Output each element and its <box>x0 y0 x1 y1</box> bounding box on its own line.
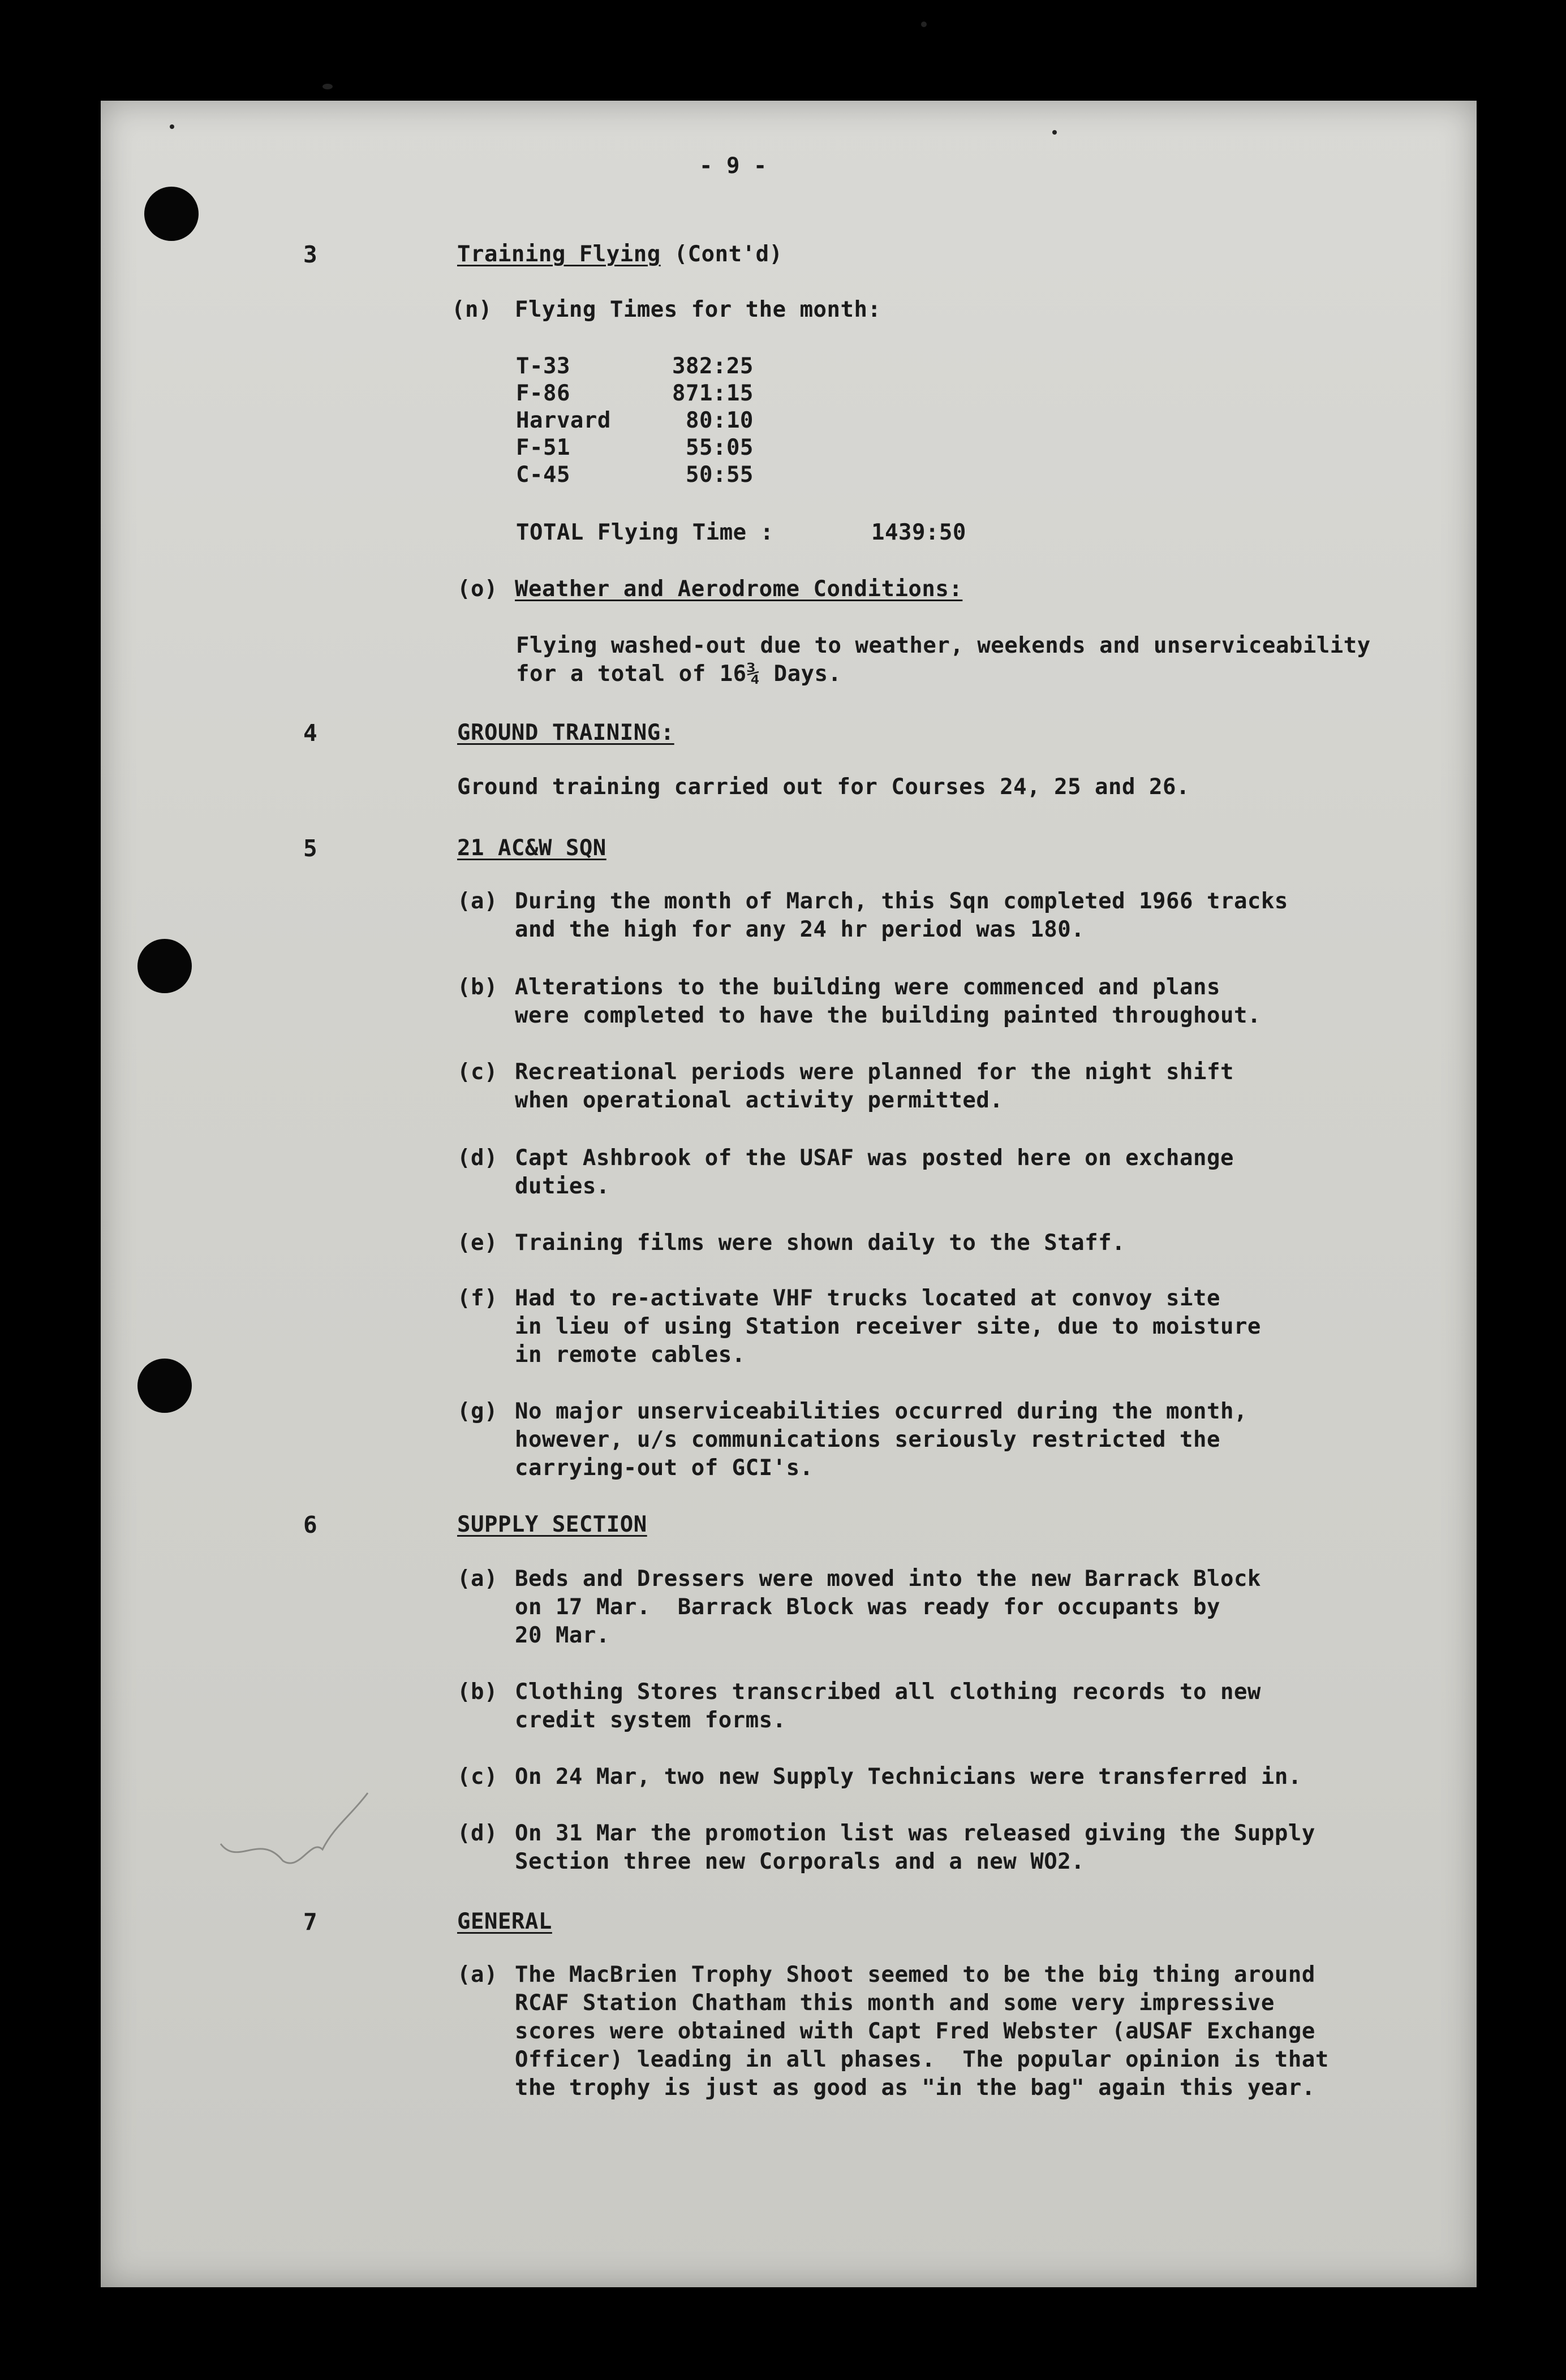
item-line: The MacBrien Trophy Shoot seemed to be the big thing around <box>515 1962 1315 1987</box>
item-label: (c) <box>457 1764 498 1790</box>
item-line: Capt Ashbrook of the USAF was posted here on exchange <box>515 1145 1234 1171</box>
section-number-4: 4 <box>303 719 318 747</box>
item-line: scores were obtained with Capt Fred Webster (aUSAF Exchange <box>515 2019 1315 2044</box>
item-line: credit system forms. <box>515 1708 786 1733</box>
item-line: Recreational periods were planned for the night shift <box>515 1059 1234 1085</box>
aircraft-name: Harvard <box>516 408 611 433</box>
ground-training-text: Ground training carried out for Courses 24, 25 and 26. <box>457 774 1190 800</box>
weather-conditions-title: Weather and Aerodrome Conditions: <box>515 576 963 602</box>
item-line: Officer) leading in all phases. The popular opinion is that <box>515 2047 1329 2072</box>
item-label: (e) <box>457 1230 498 1256</box>
item-label: (c) <box>457 1059 498 1085</box>
item-line: when operational activity permitted. <box>515 1088 1004 1113</box>
aircraft-name: F-86 <box>516 381 570 406</box>
item-label: (b) <box>457 975 498 1000</box>
speck-mark <box>921 21 927 27</box>
item-label: (d) <box>457 1145 498 1171</box>
section-number-6: 6 <box>303 1511 318 1538</box>
aircraft-name: T-33 <box>516 353 570 379</box>
item-line: in lieu of using Station receiver site, due to moisture <box>515 1314 1261 1339</box>
item-line: Section three new Corporals and a new WO2. <box>515 1849 1085 1874</box>
item-line: and the high for any 24 hr period was 180. <box>515 917 1085 942</box>
item-label: (o) <box>457 576 498 602</box>
item-line: the trophy is just as good as "in the bag" again this year. <box>515 2075 1315 2101</box>
speck-mark <box>170 124 174 129</box>
section-heading-supply-section: SUPPLY SECTION <box>457 1512 647 1537</box>
flying-time: 382:25 <box>672 353 754 379</box>
total-flying-time-value: 1439:50 <box>871 520 966 545</box>
section-heading-training-flying <box>457 240 783 269</box>
item-label: (f) <box>457 1286 498 1311</box>
item-line: On 24 Mar, two new Supply Technicians were transferred in. <box>515 1764 1302 1790</box>
item-line: Beds and Dressers were moved into the new Barrack Block <box>515 1566 1261 1592</box>
flying-times-title: Flying Times for the month: <box>515 297 881 322</box>
weather-line: Flying washed-out due to weather, weekends and unserviceability <box>516 633 1371 658</box>
item-label: (a) <box>457 1566 498 1592</box>
section-number-7: 7 <box>303 1908 318 1935</box>
page-number: - 9 - <box>699 153 767 179</box>
item-line: On 31 Mar the promotion list was released giving the Supply <box>515 1821 1315 1846</box>
item-line: carrying-out of GCI's. <box>515 1455 814 1481</box>
punch-hole-top <box>144 187 199 241</box>
item-line: RCAF Station Chatham this month and some very impressive <box>515 1990 1275 2016</box>
item-label: (n) <box>451 297 492 322</box>
heading-suffix: (Cont'd) <box>660 242 783 267</box>
section-heading-general: GENERAL <box>457 1909 552 1934</box>
heading-text: Training Flying <box>457 242 661 267</box>
item-line: 20 Mar. <box>515 1623 610 1648</box>
item-label: (g) <box>457 1399 498 1424</box>
item-line: duties. <box>515 1174 610 1199</box>
item-label: (d) <box>457 1821 498 1846</box>
item-line: No major unserviceabilities occurred during the month, <box>515 1399 1247 1424</box>
flying-time: 80:10 <box>686 408 754 433</box>
item-line: on 17 Mar. Barrack Block was ready for occupants by <box>515 1594 1220 1620</box>
pencil-squiggle-mark <box>215 1782 385 1872</box>
flying-time: 55:05 <box>686 435 754 460</box>
total-flying-time-label: TOTAL Flying Time : <box>516 520 774 545</box>
flying-time: 871:15 <box>672 381 754 406</box>
speck-mark <box>322 84 333 89</box>
weather-line: for a total of 16¾ Days. <box>516 661 842 687</box>
document-page <box>101 101 1477 2287</box>
section-number-3: 3 <box>303 241 318 268</box>
item-line: however, u/s communications seriously restricted the <box>515 1427 1220 1452</box>
item-line: were completed to have the building painted throughout. <box>515 1003 1261 1028</box>
section-number-5: 5 <box>303 835 318 862</box>
section-heading-ground-training: GROUND TRAINING: <box>457 720 674 745</box>
punch-hole-lower <box>137 1359 192 1413</box>
speck-mark <box>1052 130 1057 135</box>
item-label: (a) <box>457 889 498 914</box>
item-line: Clothing Stores transcribed all clothing records to new <box>515 1679 1261 1705</box>
item-line: Alterations to the building were commenced and plans <box>515 975 1220 1000</box>
punch-hole-middle <box>137 939 192 993</box>
item-line: Training films were shown daily to the Staff. <box>515 1230 1126 1256</box>
item-line: Had to re-activate VHF trucks located at convoy site <box>515 1286 1220 1311</box>
section-heading-acw-sqn: 21 AC&W SQN <box>457 835 606 861</box>
item-line: During the month of March, this Sqn completed 1966 tracks <box>515 889 1288 914</box>
flying-time: 50:55 <box>686 462 754 488</box>
item-label: (b) <box>457 1679 498 1705</box>
aircraft-name: C-45 <box>516 462 570 488</box>
item-line: in remote cables. <box>515 1342 746 1368</box>
aircraft-name: F-51 <box>516 435 570 460</box>
item-label: (a) <box>457 1962 498 1987</box>
